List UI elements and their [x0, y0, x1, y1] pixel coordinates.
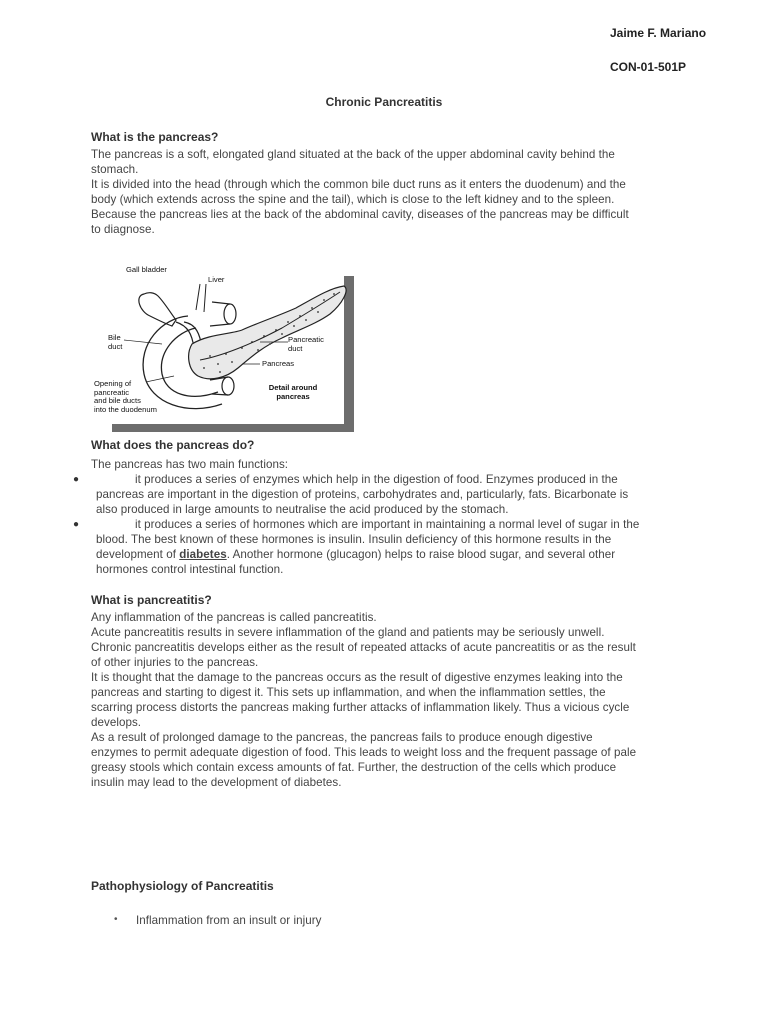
- functions-intro: The pancreas has two main functions:: [91, 458, 289, 471]
- text-line: enzymes to permit adequate digestion of food. This leads to weight loss and the frequent passage of pale: [91, 746, 637, 759]
- text-line: pancreas and starting to digest it. This sets up inflammation, and when the inflammation settles, the: [91, 686, 606, 699]
- text-line: greasy stools which contain excess amounts of fat. Further, the destruction of the cells which produce: [91, 761, 617, 774]
- bullet-marker: ●: [73, 474, 80, 485]
- pancreas-anatomy-figure: [92, 264, 354, 432]
- bullet-marker: ●: [73, 519, 80, 530]
- text-line: Chronic pancreatitis develops either as the result of repeated attacks of acute pancreatitis or as the result: [91, 641, 636, 654]
- text-line: pancreas are important in the digestion of proteins, carbohydrates and, particularly, fats. Bicarbonate is: [96, 488, 629, 501]
- label-detail-around-pancreas: Detail around pancreas: [268, 383, 318, 401]
- text-line: also produced in large amounts to neutralise the acid produced by the stomach.: [96, 503, 509, 516]
- text-line: of other injuries to the pancreas.: [91, 656, 259, 669]
- text-line: stomach.: [91, 163, 139, 176]
- text-line: it produces a series of enzymes which help in the digestion of food. Enzymes produced in the: [135, 473, 618, 486]
- text-line: Any inflammation of the pancreas is called pancreatitis.: [91, 611, 377, 624]
- label-gall-bladder: Gall bladder: [126, 265, 167, 274]
- paragraph-pancreatitis: [91, 610, 636, 790]
- label-duct-opening: Opening of pancreatic and bile ducts into the duodenum: [94, 379, 157, 414]
- text-line: Because the pancreas lies at the back of the abdominal cavity, diseases of the pancreas may be difficult: [91, 208, 629, 221]
- text-line: blood. The best known of these hormones is insulin. Insulin deficiency of this hormone results in the: [96, 533, 612, 546]
- document-title: Chronic Pancreatitis: [325, 95, 443, 109]
- text-line: to diagnose.: [91, 223, 155, 236]
- course-section: CON-01-501P: [610, 60, 687, 74]
- bullet-marker: •: [114, 914, 118, 925]
- text-line: scarring process distorts the pancreas making further attacks of inflammation likely. Thus a vicious cycle: [91, 701, 630, 714]
- text-line: develops.: [91, 716, 142, 729]
- label-liver: Liver: [208, 275, 225, 284]
- heading-what-is-pancreas: What is the pancreas?: [91, 130, 219, 144]
- text-line: Acute pancreatitis results in severe inflammation of the gland and patients may be seriously unwell.: [91, 626, 605, 639]
- author-name: Jaime F. Mariano: [610, 26, 707, 40]
- heading-what-pancreas-does: What does the pancreas do?: [91, 438, 255, 452]
- text-line: It is thought that the damage to the pancreas occurs as the result of digestive enzymes leaking into the: [91, 671, 623, 684]
- text-line: development of diabetes. Another hormone (glucagon) helps to raise blood sugar, and several other: [96, 548, 616, 561]
- diabetes-link[interactable]: diabetes: [179, 548, 227, 561]
- bullet-enzymes: [96, 472, 628, 517]
- text-line: it produces a series of hormones which are important in maintaining a normal level of sugar in the: [135, 518, 640, 531]
- text-line: As a result of prolonged damage to the pancreas, the pancreas fails to produce enough digestive: [91, 731, 593, 744]
- text-line: body (which extends across the spine and the tail), which is close to the left kidney and to the spleen.: [91, 193, 615, 206]
- text-line: The pancreas is a soft, elongated gland situated at the back of the upper abdominal cavity behind the: [91, 148, 615, 161]
- text-line: It is divided into the head (through which the common bile duct runs as it enters the duodenum) and the: [91, 178, 626, 191]
- text-line: hormones control intestinal function.: [96, 563, 284, 576]
- label-pancreatic-duct: Pancreatic duct: [288, 335, 324, 353]
- heading-pathophysiology: Pathophysiology of Pancreatitis: [91, 879, 274, 893]
- text-line: insulin may lead to the development of diabetes.: [91, 776, 342, 789]
- label-bile-duct: Bile duct: [108, 333, 123, 351]
- heading-what-is-pancreatitis: What is pancreatitis?: [91, 593, 212, 607]
- paragraph-pancreas-description: [91, 147, 629, 237]
- bullet-inflammation: Inflammation from an insult or injury: [136, 914, 322, 927]
- bullet-hormones: [96, 517, 639, 577]
- label-pancreas: Pancreas: [262, 359, 295, 368]
